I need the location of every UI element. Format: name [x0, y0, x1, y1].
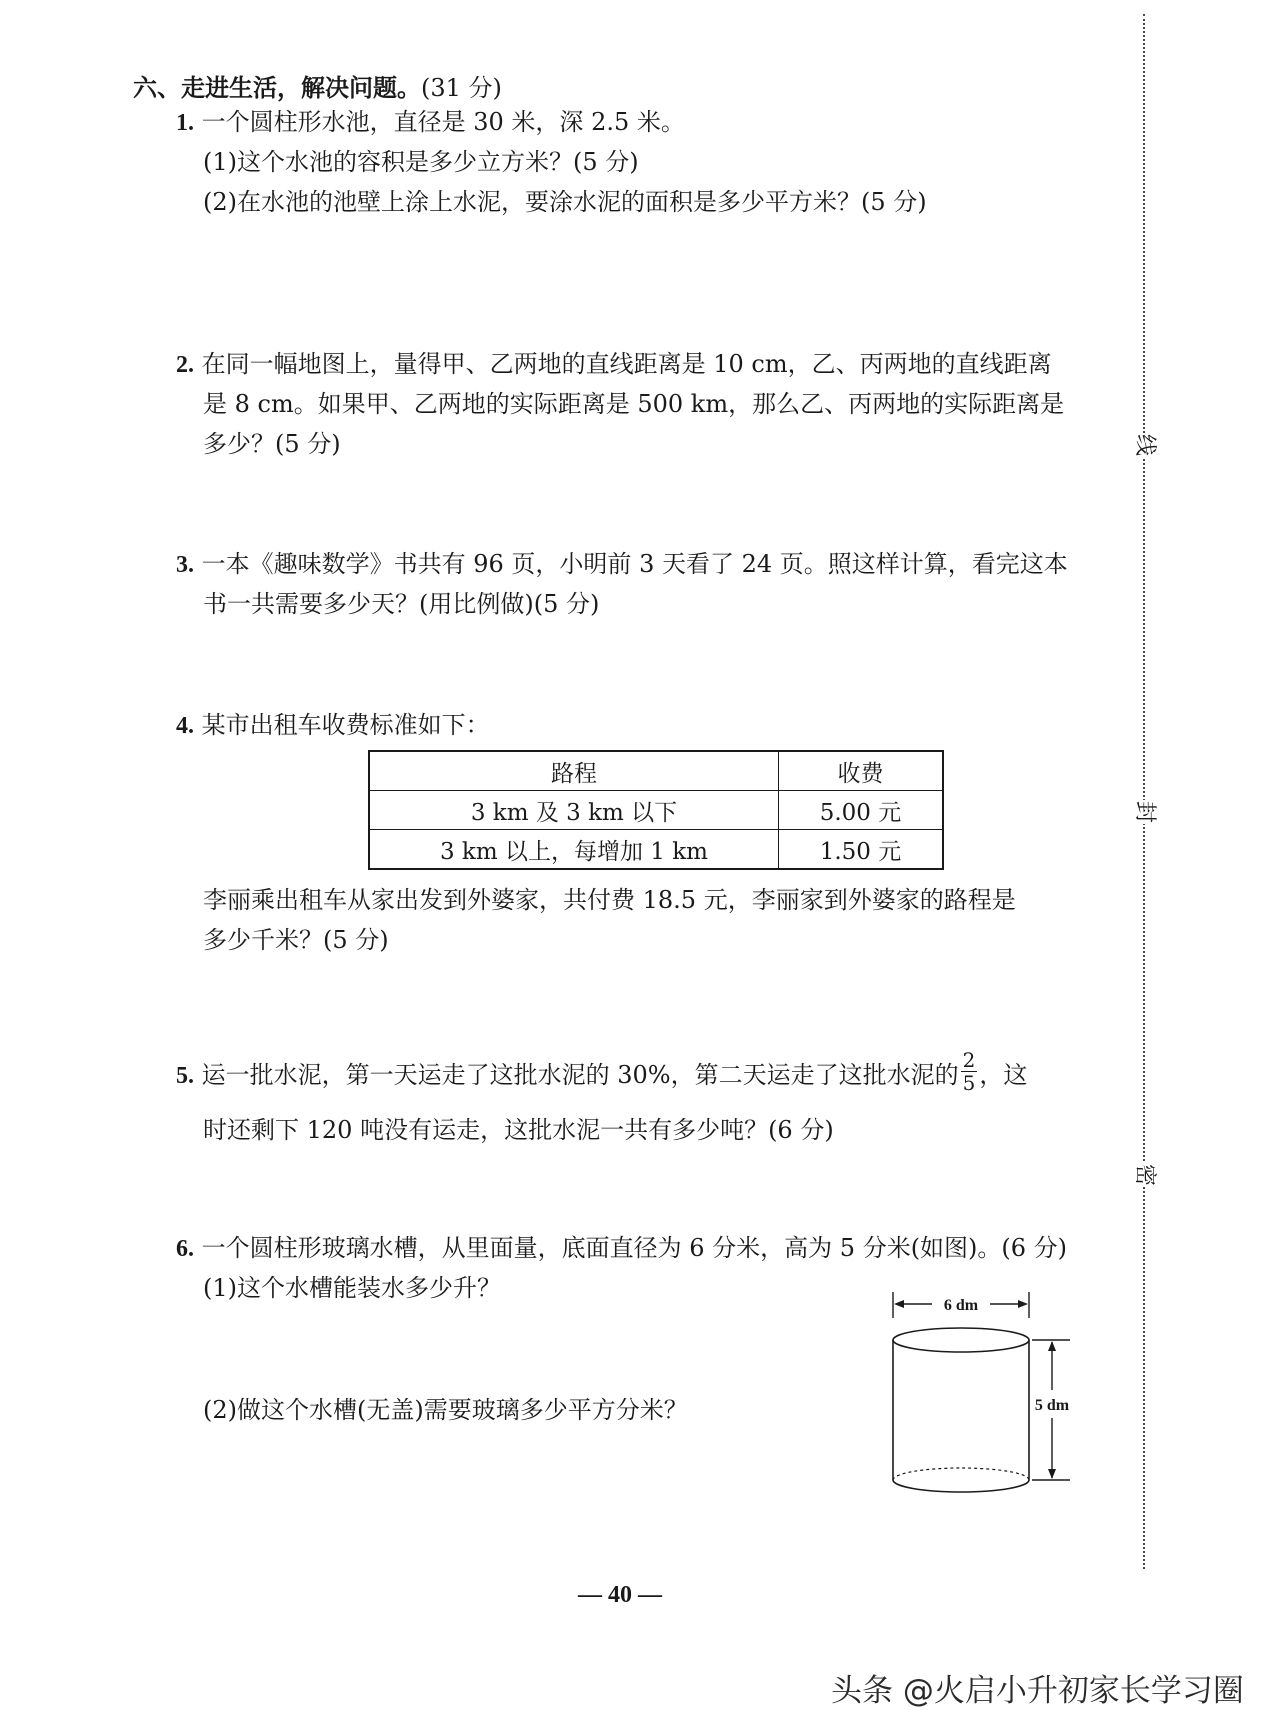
table-header-row — [369, 751, 943, 791]
table-row — [369, 791, 943, 830]
question-6-part-2: (2)做这个水槽(无盖)需要玻璃多少平方分米？ — [203, 1396, 688, 1424]
question-6 — [176, 1228, 1067, 1269]
table-row — [369, 830, 943, 870]
binding-char-feng: 封 — [1129, 800, 1159, 824]
section-points: (31 分) — [421, 74, 502, 102]
cylinder-diagram — [880, 1290, 1080, 1515]
fraction-numerator: 2 — [962, 1048, 976, 1072]
table-header-cell: 收费 — [779, 751, 944, 791]
question-text: 一个圆柱形玻璃水槽，从里面量，底面直径为 6 分米，高为 5 分米(如图)。(6 分) — [201, 1234, 1068, 1262]
question-text: 一个圆柱形水池，直径是 30 米，深 2.5 米。 — [201, 108, 685, 136]
question-2-line-2: 是 8 cm。如果甲、乙两地的实际距离是 500 km，那么乙、丙两地的实际距离是 — [203, 390, 1065, 418]
question-1-part-2: (2)在水池的池壁上涂上水泥，要涂水泥的面积是多少平方米？(5 分) — [203, 188, 927, 216]
page-number: — 40 — — [578, 1582, 662, 1608]
question-number: 4. — [176, 713, 194, 739]
question-text-line: 在同一幅地图上，量得甲、乙两地的直线距离是 10 cm，乙、丙两地的直线距离 — [201, 350, 1052, 378]
table-cell: 3 km 及 3 km 以下 — [369, 791, 779, 830]
question-number: 3. — [176, 552, 194, 578]
question-text-tail: ，这 — [979, 1061, 1028, 1089]
question-4 — [176, 705, 490, 746]
diameter-label: 6 dm — [943, 1297, 979, 1314]
table-cell: 1.50 元 — [779, 830, 944, 870]
question-3 — [176, 544, 1068, 585]
fare-table — [368, 750, 944, 870]
question-number: 6. — [176, 1236, 194, 1262]
question-3-line-2: 书一共需要多少天？(用比例做)(5 分) — [203, 590, 600, 618]
question-number: 5. — [176, 1063, 194, 1089]
question-number: 1. — [176, 110, 194, 136]
binding-char-mi: 密 — [1129, 1163, 1159, 1187]
binding-dotted-line — [1143, 14, 1145, 1569]
fraction-denominator: 5 — [962, 1071, 976, 1095]
question-6-part-1: (1)这个水槽能装水多少升？ — [203, 1274, 501, 1302]
section-title — [133, 68, 502, 103]
question-5 — [176, 1048, 1028, 1096]
table-header-cell: 路程 — [369, 751, 779, 791]
question-4-line-2: 多少千米？(5 分) — [203, 926, 389, 954]
binding-char-xian: 线 — [1129, 433, 1159, 457]
question-4-line-1: 李丽乘出租车从家出发到外婆家，共付费 18.5 元，李丽家到外婆家的路程是 — [203, 886, 1016, 914]
table-cell: 3 km 以上，每增加 1 km — [369, 830, 779, 870]
question-5-line-2: 时还剩下 120 吨没有运走，这批水泥一共有多少吨？(6 分) — [203, 1116, 834, 1144]
table-cell: 5.00 元 — [779, 791, 944, 830]
question-text: 某市出租车收费标准如下： — [201, 711, 490, 739]
question-2 — [176, 344, 1052, 385]
fraction — [961, 1049, 978, 1094]
question-text-line: 一本《趣味数学》书共有 96 页，小明前 3 天看了 24 页。照这样计算，看完这本 — [201, 550, 1068, 578]
section-title-text: 六、走进生活，解决问题。 — [133, 74, 421, 102]
question-number: 2. — [176, 352, 194, 378]
watermark: 头条 @火启小升初家长学习圈 — [831, 1673, 1244, 1709]
question-2-line-3: 多少？(5 分) — [203, 430, 341, 458]
question-text-line: 运一批水泥，第一天运走了这批水泥的 30%，第二天运走了这批水泥的 — [201, 1061, 959, 1089]
question-1-part-1: (1)这个水池的容积是多少立方米？(5 分) — [203, 148, 639, 176]
question-1 — [176, 102, 685, 143]
height-label: 5 dm — [1034, 1397, 1070, 1414]
